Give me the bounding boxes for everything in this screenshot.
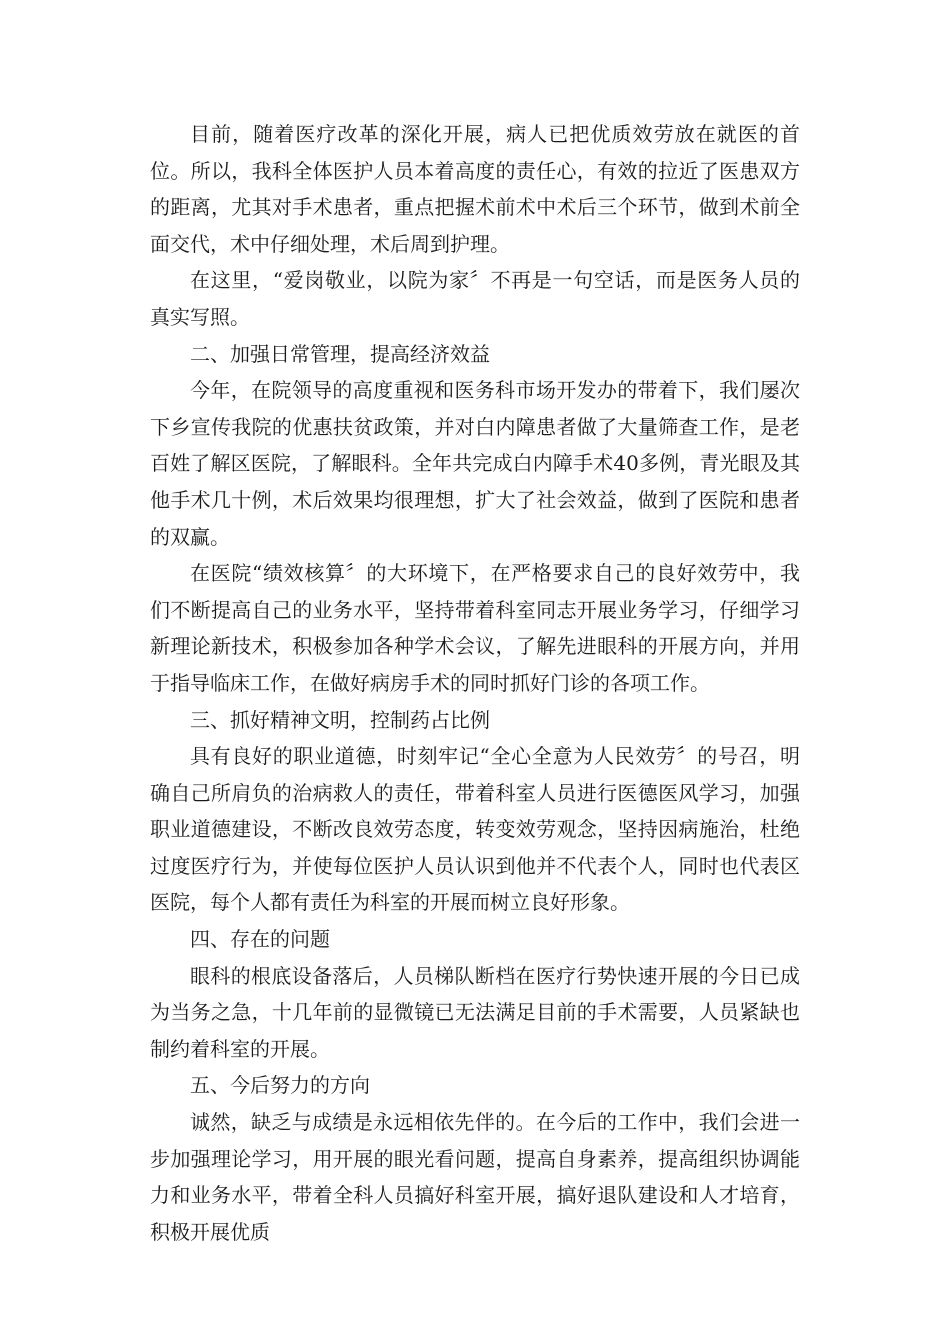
- paragraph-medical-reform: 目前，随着医疗改革的深化开展，病人已把优质效劳放在就医的首位。所以，我科全体医护人员本着高度的责任心，有效的拉近了医患双方的距离，尤其对手术患者，重点把握术前术中术后三个环节，做到术前全面交代，术中仔细处理，术后周到护理。: [150, 122, 800, 256]
- paragraph-future: 诚然，缺乏与成绩是永远相依先伴的。在今后的工作中，我们会进一步加强理论学习，用开展的眼光看问题，提高自身素养，提高组织协调能力和业务水平，带着全科人员搞好科室开展，搞好退队建设和人才培育，积极开展优质: [150, 1110, 800, 1244]
- section-heading-ethics: 三、抓好精神文明，控制药占比例: [190, 707, 490, 732]
- section-heading-problems: 四、存在的问题: [190, 927, 330, 952]
- paragraph-outreach: 今年，在院领导的高度重视和医务科市场开发办的带着下，我们屡次下乡宣传我院的优惠扶贫政策，并对白内障患者做了大量筛查工作，是老百姓了解区医院，了解眼科。全年共完成白内障手术40多例，青光眼及其他手术几十例，术后效果均很理想，扩大了社会效益，做到了医院和患者的双赢。: [150, 378, 800, 549]
- document-body: [150, 116, 800, 1250]
- paragraph-professional-ethics: 具有良好的职业道德，时刻牢记“全心全意为人民效劳〞的号召，明确自己所肩负的治病救人的责任，带着科室人员进行医德医风学习，加强职业道德建设，不断改良效劳态度，转变效劳观念，坚持因病施治，杜绝过度医疗行为，并使每位医护人员认识到他并不代表个人，同时也代表区医院，每个人都有责任为科室的开展而树立良好形象。: [150, 744, 800, 915]
- section-heading-future: 五、今后努力的方向: [190, 1073, 370, 1098]
- paragraph-dedication: 在这里，“爱岗敬业，以院为家〞不再是一句空话，而是医务人员的真实写照。: [150, 268, 800, 329]
- paragraph-problems: 眼科的根底设备落后，人员梯队断档在医疗行势快速开展的今日已成为当务之急，十几年前的显微镜已无法满足目前的手术需要，人员紧缺也制约着科室的开展。: [150, 963, 800, 1061]
- section-heading-daily-management: 二、加强日常管理，提高经济效益: [190, 341, 490, 366]
- paragraph-performance: 在医院“绩效核算〞的大环境下，在严格要求自己的良好效劳中，我们不断提高自己的业务水平，坚持带着科室同志开展业务学习，仔细学习新理论新技术，积极参加各种学术会议，了解先进眼科的开展方向，并用于指导临床工作，在做好病房手术的同时抓好门诊的各项工作。: [150, 561, 800, 695]
